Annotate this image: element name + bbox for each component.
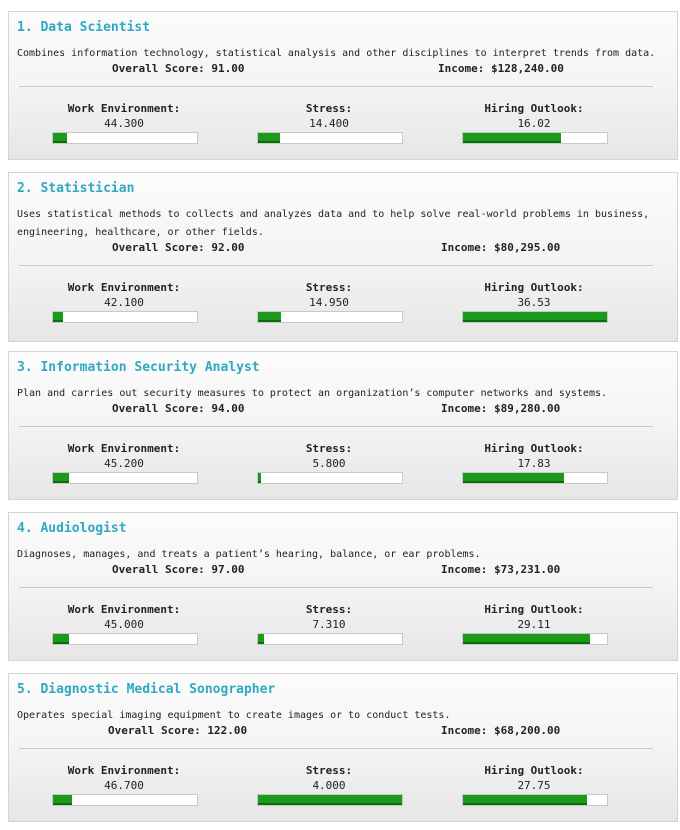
work-environment-label: Work Environment: [67, 764, 181, 777]
income [441, 724, 560, 737]
overall-score [112, 563, 244, 576]
career-card [8, 172, 678, 342]
hiring-outlook-bar [462, 633, 608, 645]
work-environment-bar-fill [53, 634, 69, 644]
income [441, 402, 560, 415]
hiring-outlook-label: Hiring Outlook: [484, 764, 584, 777]
hiring-outlook-bar-fill [463, 312, 607, 322]
stress-bar-fill [258, 634, 264, 644]
overall-score [112, 62, 244, 75]
stress-value: 7.310 [312, 618, 346, 631]
career-description: Combines information technology, statistical analysis and other disciplines to interpret trends from data. [17, 48, 656, 59]
hiring-outlook-metric [454, 281, 614, 323]
income-label: Income: [441, 241, 488, 254]
hiring-outlook-label: Hiring Outlook: [484, 281, 584, 294]
stress-bar-fill [258, 133, 280, 143]
overall-score [112, 241, 244, 254]
overall-score-label: Overall Score: [112, 563, 205, 576]
hiring-outlook-label: Hiring Outlook: [484, 102, 584, 115]
income-label: Income: [441, 402, 488, 415]
income-value: $128,240.00 [490, 62, 564, 75]
stress-bar-fill [258, 473, 261, 483]
hiring-outlook-metric [454, 102, 614, 144]
hiring-outlook-bar-fill [463, 795, 587, 805]
overall-score-value: 91.00 [211, 62, 245, 75]
hiring-outlook-metric [454, 603, 614, 645]
work-environment-bar [52, 132, 198, 144]
stress-bar [257, 472, 403, 484]
stress-label: Stress: [305, 764, 353, 777]
stress-label: Stress: [305, 442, 353, 455]
work-environment-bar-fill [53, 795, 72, 805]
stress-bar-fill [258, 795, 402, 805]
hiring-outlook-value: 29.11 [517, 618, 551, 631]
work-environment-bar [52, 633, 198, 645]
stress-bar [257, 633, 403, 645]
career-title: 4. Audiologist [17, 521, 127, 536]
income-value: $80,295.00 [493, 241, 561, 254]
stress-label: Stress: [305, 102, 353, 115]
work-environment-metric [44, 281, 204, 323]
work-environment-bar-fill [53, 133, 67, 143]
stress-value: 14.400 [309, 117, 349, 130]
income-value: $73,231.00 [493, 563, 561, 576]
work-environment-label: Work Environment: [67, 442, 181, 455]
work-environment-bar [52, 794, 198, 806]
income-label: Income: [438, 62, 485, 75]
work-environment-value: 45.200 [104, 457, 144, 470]
career-title: 1. Data Scientist [17, 20, 151, 35]
work-environment-metric [44, 603, 204, 645]
stress-value: 4.000 [312, 779, 346, 792]
overall-score-label: Overall Score: [112, 402, 205, 415]
career-title: 2. Statistician [17, 181, 135, 196]
work-environment-value: 45.000 [104, 618, 144, 631]
hiring-outlook-label: Hiring Outlook: [484, 603, 584, 616]
hiring-outlook-value: 36.53 [517, 296, 551, 309]
career-title: 5. Diagnostic Medical Sonographer [17, 682, 276, 697]
career-card [8, 512, 678, 661]
hiring-outlook-bar [462, 311, 608, 323]
hiring-outlook-bar [462, 794, 608, 806]
work-environment-bar-fill [53, 473, 69, 483]
work-environment-value: 44.300 [104, 117, 144, 130]
hiring-outlook-value: 27.75 [517, 779, 551, 792]
stress-metric [249, 764, 409, 806]
hiring-outlook-label: Hiring Outlook: [484, 442, 584, 455]
career-description: Uses statistical methods to collects and analyzes data and to help solve real-world problems in business, engineering, healthcare, or other fields. [17, 209, 650, 238]
hiring-outlook-bar [462, 132, 608, 144]
overall-score [108, 724, 247, 737]
hiring-outlook-metric [454, 764, 614, 806]
stress-value: 5.800 [312, 457, 346, 470]
stress-metric [249, 281, 409, 323]
work-environment-metric [44, 764, 204, 806]
stress-label: Stress: [305, 281, 353, 294]
stress-bar [257, 794, 403, 806]
hiring-outlook-bar [462, 472, 608, 484]
overall-score-label: Overall Score: [112, 62, 205, 75]
work-environment-label: Work Environment: [67, 102, 181, 115]
hiring-outlook-bar-fill [463, 634, 590, 644]
career-card [8, 11, 678, 160]
stress-metric [249, 102, 409, 144]
work-environment-label: Work Environment: [67, 281, 181, 294]
work-environment-bar-fill [53, 312, 63, 322]
hiring-outlook-bar-fill [463, 133, 561, 143]
work-environment-metric [44, 102, 204, 144]
divider [19, 86, 653, 87]
income-label: Income: [441, 563, 488, 576]
divider [19, 265, 653, 266]
overall-score-value: 94.00 [211, 402, 245, 415]
stress-label: Stress: [305, 603, 353, 616]
work-environment-label: Work Environment: [67, 603, 181, 616]
stress-metric [249, 442, 409, 484]
income [441, 241, 560, 254]
career-title: 3. Information Security Analyst [17, 360, 260, 375]
hiring-outlook-value: 16.02 [517, 117, 551, 130]
hiring-outlook-bar-fill [463, 473, 564, 483]
divider [19, 748, 653, 749]
stress-bar [257, 311, 403, 323]
income-value: $68,200.00 [493, 724, 561, 737]
work-environment-bar [52, 472, 198, 484]
overall-score-label: Overall Score: [112, 241, 205, 254]
income [438, 62, 564, 75]
career-card [8, 673, 678, 822]
hiring-outlook-value: 17.83 [517, 457, 551, 470]
income-value: $89,280.00 [493, 402, 561, 415]
divider [19, 426, 653, 427]
work-environment-bar [52, 311, 198, 323]
work-environment-value: 42.100 [104, 296, 144, 309]
overall-score-value: 92.00 [211, 241, 245, 254]
work-environment-metric [44, 442, 204, 484]
career-description: Plan and carries out security measures to protect an organization’s computer networks and systems. [17, 388, 608, 399]
stress-metric [249, 603, 409, 645]
stress-value: 14.950 [309, 296, 349, 309]
hiring-outlook-metric [454, 442, 614, 484]
overall-score-value: 122.00 [207, 724, 248, 737]
income [441, 563, 560, 576]
career-description: Diagnoses, manages, and treats a patient’s hearing, balance, or ear problems. [17, 549, 481, 560]
overall-score [112, 402, 244, 415]
income-label: Income: [441, 724, 488, 737]
work-environment-value: 46.700 [104, 779, 144, 792]
stress-bar-fill [258, 312, 281, 322]
overall-score-value: 97.00 [211, 563, 245, 576]
divider [19, 587, 653, 588]
career-card [8, 351, 678, 500]
career-description: Operates special imaging equipment to create images or to conduct tests. [17, 710, 451, 721]
overall-score-label: Overall Score: [108, 724, 201, 737]
stress-bar [257, 132, 403, 144]
